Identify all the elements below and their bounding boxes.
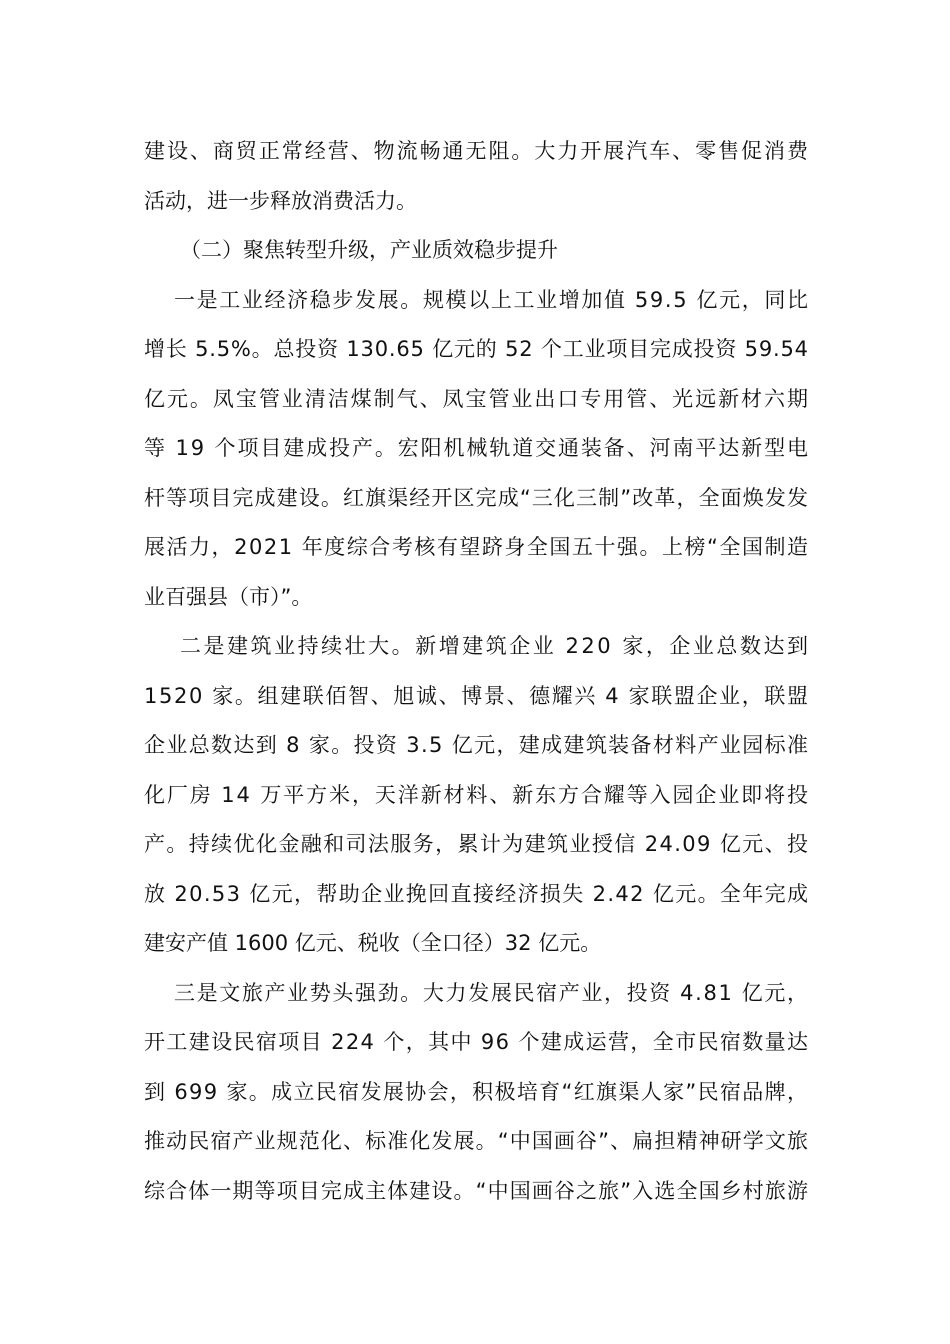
text-line: 亿元。凤宝管业清洁煤制气、凤宝管业出口专用管、光远新材六期 [144, 386, 810, 411]
paragraph-start-line: 一是工业经济稳步发展。规模以上工业增加值 59.5 亿元，同比 [174, 287, 810, 312]
text-line: 1520 家。组建联佰智、旭诚、博景、德耀兴 4 家联盟企业，联盟 [144, 683, 810, 708]
document-body [144, 127, 811, 1216]
text-line: 杆等项目完成建设。红旗渠经开区完成“三化三制”改革，全面焕发发 [144, 485, 810, 510]
text-line: 产。持续优化金融和司法服务，累计为建筑业授信 24.09 亿元、投 [144, 832, 810, 856]
text-line: 等 19 个项目建成投产。宏阳机械轨道交通装备、河南平达新型电 [144, 436, 810, 460]
text-line: 推动民宿产业规范化、标准化发展。“中国画谷”、扁担精神研学文旅 [144, 1129, 810, 1153]
text-line: 建设、商贸正常经营、物流畅通无阻。大力开展汽车、零售促消费 [144, 139, 810, 163]
text-line: 开工建设民宿项目 224 个，其中 96 个建成运营，全市民宿数量达 [144, 1030, 810, 1054]
text-line: 化厂房 14 万平方米，天洋新材料、新东方合耀等入园企业即将投 [144, 782, 810, 807]
text-line: 展活力，2021 年度综合考核有望跻身全国五十强。上榜“全国制造 [144, 535, 810, 559]
text-line: 放 20.53 亿元，帮助企业挽回直接经济损失 2.42 亿元。全年完成 [144, 881, 810, 906]
paragraph-start-line: 二是建筑业持续壮大。新增建筑企业 220 家，企业总数达到 [180, 634, 811, 658]
text-line: 综合体一期等项目完成主体建设。“中国画谷之旅”入选全国乡村旅游 [144, 1178, 810, 1203]
paragraph-start-line: 三是文旅产业势头强劲。大力发展民宿产业，投资 4.81 亿元， [174, 980, 810, 1005]
section-heading: （二）聚焦转型升级，产业质效稳步提升 [180, 238, 558, 262]
text-line: 企业总数达到 8 家。投资 3.5 亿元，建成建筑装备材料产业园标准 [144, 733, 810, 757]
text-line: 增长 5.5%。总投资 130.65 亿元的 52 个工业项目完成投资 59.54 [144, 337, 809, 361]
text-line: 活动，进一步释放消费活力。 [144, 188, 417, 213]
text-line: 业百强县（市）”。 [144, 584, 313, 609]
text-line: 建安产值 1600 亿元、税收（全口径）32 亿元。 [144, 931, 602, 955]
text-line: 到 699 家。成立民宿发展协会，积极培育“红旗渠人家”民宿品牌， [144, 1079, 810, 1104]
